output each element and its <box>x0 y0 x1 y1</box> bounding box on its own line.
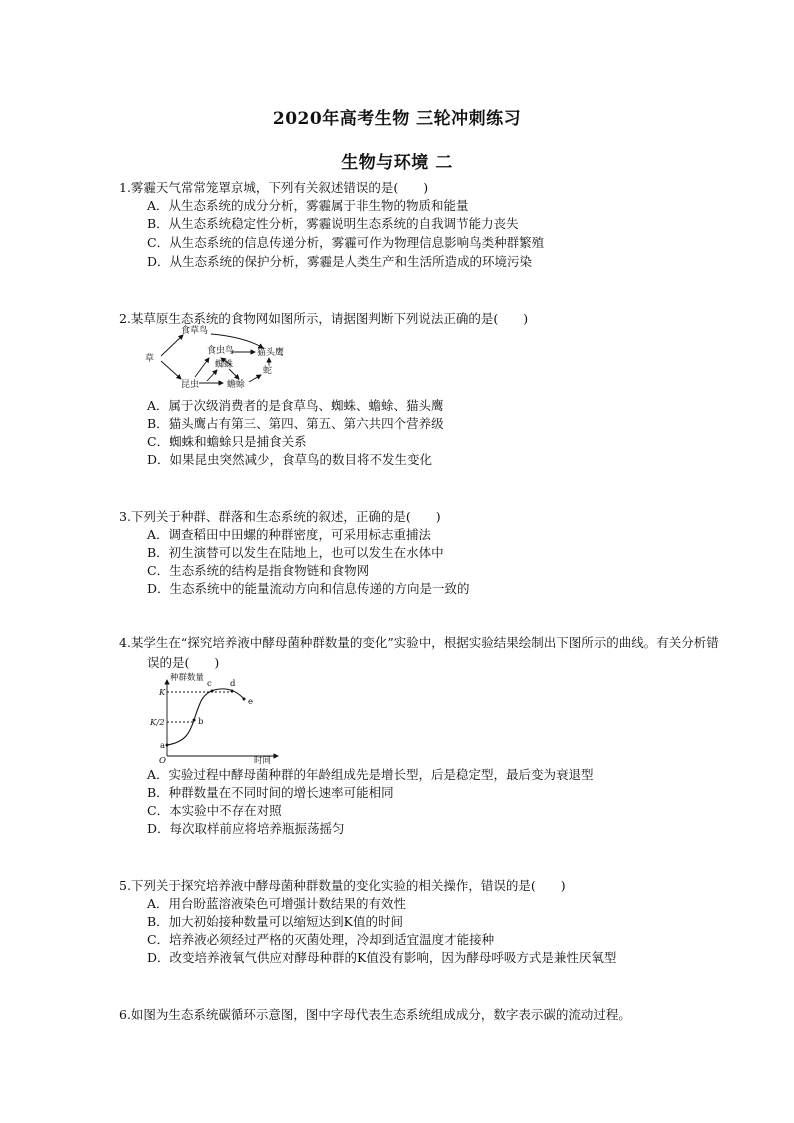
food-web-diagram <box>145 323 295 393</box>
food-web-node-snake: 蛇 <box>263 366 273 376</box>
question-1-option-a: A．从生态系统的成分分析，雾霾属于非生物的物质和能量 <box>147 198 469 213</box>
question-1-stem: 1.雾霾天气常常笼罩京城，下列有关叙述错误的是( ) <box>119 180 429 195</box>
question-3-option-c: C．生态系统的结构是指食物链和食物网 <box>147 563 370 578</box>
question-3-option-b: B．初生演替可以发生在陆地上，也可以发生在水体中 <box>147 545 444 560</box>
question-4-stem <box>119 633 719 673</box>
question-4-option-b: B．种群数量在不同时间的增长速率可能相同 <box>147 785 394 800</box>
food-web-node-toad: 蟾蜍 <box>227 380 246 390</box>
question-1-option-c: C．从生态系统的信息传递分析，雾霾可作为物理信息影响鸟类种群繁殖 <box>147 235 545 250</box>
growth-curve-point-a <box>166 744 169 747</box>
food-web-node-grass: 草 <box>145 354 155 364</box>
question-5-option-d: D．改变培养液氧气供应对酵母种群的K值没有影响，因为酵母呼吸方式是兼性厌氧型 <box>147 950 617 965</box>
growth-curve-origin: O <box>159 756 166 764</box>
question-1-option-d: D．从生态系统的保护分析，雾霾是人类生产和生活所造成的环境污染 <box>147 254 533 269</box>
question-3-option-a: A．调查稻田中田螺的种群密度，可采用标志重捕法 <box>147 527 432 542</box>
growth-curve-label-d: d <box>230 679 236 689</box>
question-2-option-a: A．属于次级消费者的是食草鸟、蜘蛛、蟾蜍、猫头鹰 <box>147 398 444 413</box>
question-4-option-c: C．本实验中不存在对照 <box>147 803 282 818</box>
growth-curve-y-label: 种群数量 <box>170 673 205 683</box>
growth-curve-chart <box>150 672 285 764</box>
question-3-stem: 3.下列关于种群、群落和生态系统的叙述，正确的是( ) <box>119 509 441 524</box>
growth-curve-label-b: b <box>198 717 204 727</box>
question-4-option-a: A．实验过程中酵母菌种群的年龄组成先是增长型，后是稳定型，最后变为衰退型 <box>147 767 594 782</box>
growth-curve-line <box>167 689 244 745</box>
growth-curve-point-e <box>243 698 246 701</box>
question-6-stem: 6.如图为生态系统碳循环示意图，图中字母代表生态系统组成成分，数字表示碳的流动过程。 <box>119 1007 631 1022</box>
page-subtitle: 生物与环境 二 <box>341 153 453 173</box>
food-web-node-insect: 昆虫 <box>181 380 200 390</box>
food-web-node-spider: 蜘蛛 <box>215 360 234 370</box>
growth-curve-label-e: e <box>248 697 254 707</box>
question-5-option-c: C．培养液必须经过严格的灭菌处理，冷却到适宜温度才能接种 <box>147 932 495 947</box>
question-4-stem-text: 4.某学生在“探究培养液中酵母菌种群数量的变化”实验中，根据实验结果绘制出下图所示的曲线。有关分析错误的是( ) <box>119 635 719 670</box>
question-5-stem: 5.下列关于探究培养液中酵母菌种群数量的变化实验的相关操作，错误的是( ) <box>119 878 566 893</box>
page-title: 2020年高考生物 三轮冲刺练习 <box>272 109 522 129</box>
question-1-option-b: B．从生态系统稳定性分析，雾霾说明生态系统的自我调节能力丧失 <box>147 216 519 231</box>
growth-curve-tick-half-k: K/2 <box>150 718 165 728</box>
question-5-option-a: A．用台盼蓝溶液染色可增强计数结果的有效性 <box>147 896 407 911</box>
growth-curve-label-a: a <box>160 741 166 751</box>
question-2-option-b: B．猫头鹰占有第三、第四、第五、第六共四个营养级 <box>147 416 444 431</box>
question-5-option-b: B．加大初始接种数量可以缩短达到K值的时间 <box>147 914 404 929</box>
growth-curve-point-d <box>231 690 234 693</box>
food-web-node-owl: 猫头鹰 <box>257 348 285 358</box>
question-2-option-c: C．蜘蛛和蟾蜍只是捕食关系 <box>147 434 307 449</box>
growth-curve-label-c: c <box>207 679 212 689</box>
food-web-node-insectivorous-bird: 食虫鸟 <box>207 346 235 356</box>
question-2-option-d: D．如果昆虫突然减少，食草鸟的数目将不发生变化 <box>147 452 433 467</box>
growth-curve-point-b <box>193 719 196 722</box>
question-3-option-d: D．生态系统中的能量流动方向和信息传递的方向是一致的 <box>147 581 470 596</box>
question-4-option-d: D．每次取样前应将培养瓶振荡摇匀 <box>147 821 345 836</box>
food-web-node-herbivorous-bird: 食草鸟 <box>181 326 209 336</box>
growth-curve-tick-k: K <box>159 688 166 698</box>
growth-curve-point-c <box>211 690 214 693</box>
question-2-stem: 2.某草原生态系统的食物网如图所示，请据图判断下列说法正确的是( ) <box>119 311 529 326</box>
growth-curve-x-label: 时间 <box>254 756 272 764</box>
